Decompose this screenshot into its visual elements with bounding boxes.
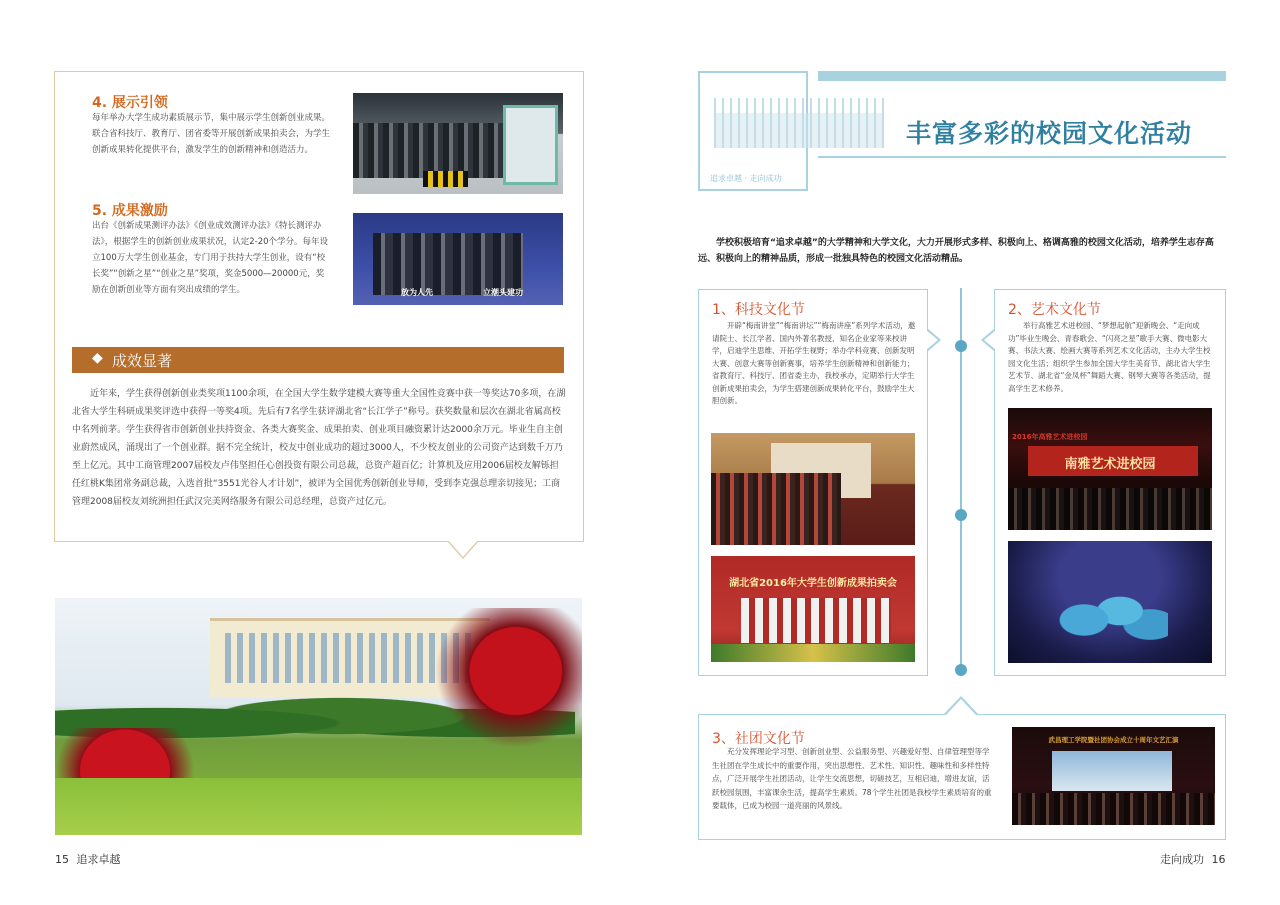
photo2-banner-left: 放为人先 <box>401 288 433 297</box>
intro-text: 学校积极培育“追求卓越”的大学精神和大学文化，大力开展形式多样、积极向上、格调高雅的校园文化活动，培养学生志存高远、积极向上的精神品质，形成一批独具特色的校园文化活动精品。 <box>698 238 1214 264</box>
section4-title: 4. 展示引领 <box>92 95 168 111</box>
timeline-dot <box>955 664 967 676</box>
club-performance-photo <box>1012 727 1215 825</box>
diamond-icon: ◆ <box>92 350 103 366</box>
header-stamp-box <box>698 71 808 191</box>
header-top-bar <box>818 71 1226 81</box>
stamp-text: 追求卓越 · 走向成功 <box>710 174 782 183</box>
concert-banner: 南雅艺术进校园 <box>1064 457 1156 472</box>
right-page-footer <box>1160 851 1226 867</box>
auction-banner: 湖北省2016年大学生创新成果拍卖会 <box>729 578 897 589</box>
section4-text: 每年举办大学生成功素质展示节，集中展示学生创新创业成果。联合省科技厅、教育厅、团省委等开展创新成果拍卖会，为学生创新成果转化提供平台，激发学生的创新精神和创造活力。 <box>92 113 331 155</box>
concert-photo <box>1008 408 1212 530</box>
club-festival-title: 3、社团文化节 <box>712 731 805 747</box>
title-underline <box>818 156 1226 158</box>
achievements-title: 成效显著 <box>112 352 173 370</box>
auction-photo <box>711 556 915 662</box>
lecture-photo <box>711 433 915 545</box>
campus-photo <box>55 598 582 835</box>
dance-photo <box>1008 541 1212 663</box>
achievements-text: 近年来，学生获得创新创业类奖项1100余项，在全国大学生数学建模大赛等重大全国性竞赛中获一等奖达70多项，在湖北省大学生科研成果奖评选中获得一等奖4项。先后有7名学生获评湖北省“长江学子”称号。获奖数量和层次在湖北省属高校中名列前茅。学生获得省市创新创业扶持资金、各类大赛奖金、成果拍卖、创业项目融资累计达2000余万元。毕业生自主创业蔚然成风，涌现出了一个创业群。据不完全统计，校友中创业成功的超过3000人，不少校友创业的公司资产达到数千万乃至上亿元。其中工商管理2007届校友卢伟坚担任心创投资有限公司总裁，总资产超百亿；计算机及应用2006届校友解铄担任红桃K集团常务副总裁，入选首批“3551光谷人才计划”，被评为全国优秀创新创业导师，受到李克强总理亲切接见；工商管理2008届校友刘统洲担任武汉完美网络服务有限公司总经理，总资产过亿元。 <box>72 389 566 507</box>
achievements-header-bar <box>72 347 564 373</box>
tech-festival-title: 1、科技文化节 <box>712 302 805 318</box>
timeline-dot <box>955 340 967 352</box>
tech-festival-text: 开辟“梅南讲堂”“梅南讲坛”“梅南讲座”系列学术活动，邀请院士、长江学者、国内外著名教授、知名企业家等来校讲学，启迪学生思维、开拓学生视野；举办学科竞赛、创新发明大赛、创意大赛等创新赛事，培养学生创新精神和创新能力；省教育厅、科技厅、团省委主办，我校承办，定期举行大学生创新成果拍卖会，为学生搭建创新成果转化平台，鼓励学生大胆创新。 <box>712 321 916 405</box>
left-page-footer <box>55 851 121 867</box>
award-group-photo <box>353 213 563 305</box>
section5-text: 出台《创新成果测评办法》《创业成效测评办法》《特长测评办法》，根据学生的创新创业成果状况，认定2-20个学分。每年设立100万大学生创业基金，专门用于扶持大学生创业，设有“校长奖”“创新之星”“创业之星”奖项，奖金5000—20000元，奖励在创新创业等方面有突出成绩的学生。 <box>92 221 329 295</box>
club-banner: 武昌理工学院暨社团协会成立十周年文艺汇演 <box>1048 736 1179 744</box>
left-page-label: 追求卓越 <box>76 853 121 866</box>
exhibition-photo <box>353 93 563 194</box>
art-festival-text: 举行高雅艺术进校园、“梦想起航”迎新晚会、“走向成功”毕业生晚会、青春歌会、“闪亮之星”歌手大赛、微电影大赛、书法大赛、绘画大赛等系列艺术文化活动，主办大学生校园文化生活；组织学生参加全国大学生美育节、湖北省大学生艺术节、湖北省“金凤杯”舞蹈大赛、钢琴大赛等各类活动，提高学生艺术修养。 <box>1008 321 1211 393</box>
main-title: 丰富多彩的校园文化活动 <box>906 119 1193 148</box>
photo2-banner-right: 立潮头建功 <box>483 288 523 297</box>
right-page-label: 走向成功 <box>1160 853 1204 866</box>
concert-top-banner: 2016年高雅艺术进校园 <box>1012 433 1088 441</box>
right-page-number: 16 <box>1211 853 1226 866</box>
section5-title: 5. 成果激励 <box>92 203 168 219</box>
club-festival-text: 充分发挥理论学习型、创新创业型、公益服务型、兴趣爱好型、自律管理型等学生社团在学生成长中的重要作用，突出思想性、艺术性、知识性、趣味性和多样性特点，广泛开展学生社团活动，让学生交流思想，切磋技艺，互相启迪，增进友谊，活跃校园氛围，丰富课余生活，提高学生素质。78个学生社团是我校学生素质培育的重要载体，已成为校园一道亮丽的风景线。 <box>712 747 992 810</box>
art-festival-title: 2、艺术文化节 <box>1008 302 1101 318</box>
left-page-number: 15 <box>55 853 69 866</box>
timeline-dot <box>955 509 967 521</box>
